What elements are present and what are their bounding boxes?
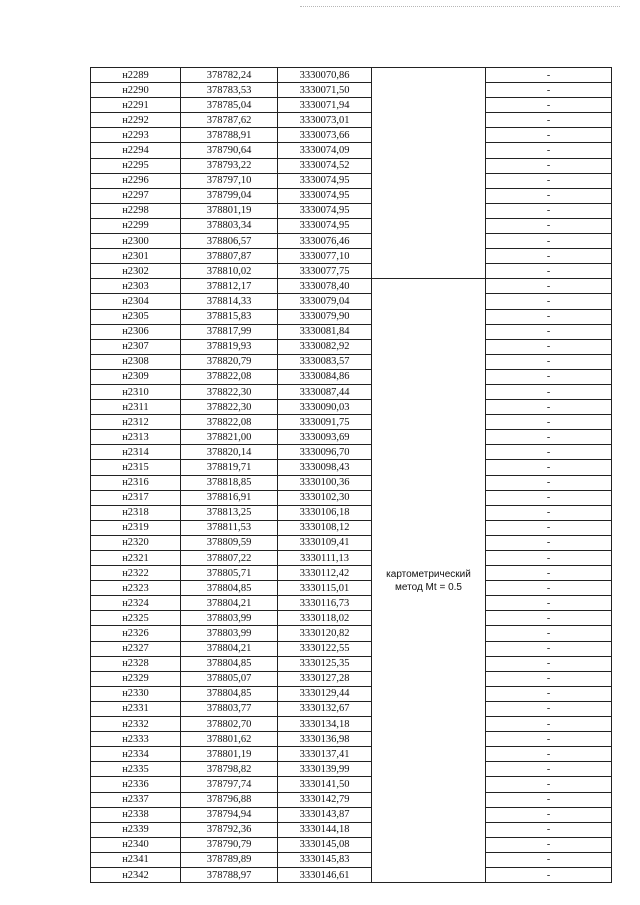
- point-id-cell: н2320: [91, 535, 181, 550]
- x-coordinate-cell: 378820,79: [181, 354, 278, 369]
- y-coordinate-cell: 3330074,52: [278, 158, 372, 173]
- table-row: [91, 867, 612, 882]
- note-cell: -: [486, 807, 612, 822]
- note-cell: -: [486, 505, 612, 520]
- y-coordinate-cell: 3330116,73: [278, 596, 372, 611]
- table-row: [91, 188, 612, 203]
- point-id-cell: н2309: [91, 369, 181, 384]
- point-id-cell: н2323: [91, 581, 181, 596]
- x-coordinate-cell: 378793,22: [181, 158, 278, 173]
- table-row: [91, 339, 612, 354]
- point-id-cell: н2294: [91, 143, 181, 158]
- y-coordinate-cell: 3330143,87: [278, 807, 372, 822]
- y-coordinate-cell: 3330074,95: [278, 173, 372, 188]
- y-coordinate-cell: 3330122,55: [278, 641, 372, 656]
- table-row: [91, 505, 612, 520]
- y-coordinate-cell: 3330100,36: [278, 475, 372, 490]
- x-coordinate-cell: 378804,21: [181, 596, 278, 611]
- note-cell: -: [486, 792, 612, 807]
- y-coordinate-cell: 3330073,01: [278, 113, 372, 128]
- y-coordinate-cell: 3330118,02: [278, 611, 372, 626]
- method-cell-first-block: [372, 68, 486, 279]
- x-coordinate-cell: 378790,64: [181, 143, 278, 158]
- point-id-cell: н2293: [91, 128, 181, 143]
- note-cell: -: [486, 113, 612, 128]
- note-cell: -: [486, 837, 612, 852]
- point-id-cell: н2297: [91, 188, 181, 203]
- point-id-cell: н2314: [91, 445, 181, 460]
- y-coordinate-cell: 3330074,95: [278, 218, 372, 233]
- x-coordinate-cell: 378794,94: [181, 807, 278, 822]
- point-id-cell: н2299: [91, 218, 181, 233]
- point-id-cell: н2315: [91, 460, 181, 475]
- y-coordinate-cell: 3330106,18: [278, 505, 372, 520]
- x-coordinate-cell: 378804,85: [181, 686, 278, 701]
- point-id-cell: н2334: [91, 747, 181, 762]
- y-coordinate-cell: 3330134,18: [278, 717, 372, 732]
- note-cell: -: [486, 309, 612, 324]
- table-row: [91, 234, 612, 249]
- table-row: [91, 128, 612, 143]
- x-coordinate-cell: 378792,36: [181, 822, 278, 837]
- x-coordinate-cell: 378818,85: [181, 475, 278, 490]
- point-id-cell: н2291: [91, 98, 181, 113]
- x-coordinate-cell: 378801,19: [181, 203, 278, 218]
- y-coordinate-cell: 3330082,92: [278, 339, 372, 354]
- note-cell: -: [486, 384, 612, 399]
- note-cell: -: [486, 490, 612, 505]
- coordinates-table-body: [91, 68, 612, 883]
- point-id-cell: н2303: [91, 279, 181, 294]
- note-cell: -: [486, 234, 612, 249]
- table-row: [91, 822, 612, 837]
- point-id-cell: н2306: [91, 324, 181, 339]
- table-row: [91, 83, 612, 98]
- y-coordinate-cell: 3330084,86: [278, 369, 372, 384]
- point-id-cell: н2327: [91, 641, 181, 656]
- point-id-cell: н2307: [91, 339, 181, 354]
- y-coordinate-cell: 3330074,95: [278, 188, 372, 203]
- point-id-cell: н2338: [91, 807, 181, 822]
- note-cell: -: [486, 701, 612, 716]
- x-coordinate-cell: 378801,19: [181, 747, 278, 762]
- table-row: [91, 415, 612, 430]
- x-coordinate-cell: 378803,99: [181, 626, 278, 641]
- y-coordinate-cell: 3330145,83: [278, 852, 372, 867]
- table-row: [91, 158, 612, 173]
- point-id-cell: н2340: [91, 837, 181, 852]
- x-coordinate-cell: 378807,22: [181, 551, 278, 566]
- note-cell: -: [486, 596, 612, 611]
- point-id-cell: н2312: [91, 415, 181, 430]
- note-cell: -: [486, 445, 612, 460]
- note-cell: -: [486, 762, 612, 777]
- table-row: [91, 626, 612, 641]
- x-coordinate-cell: 378815,83: [181, 309, 278, 324]
- table-row: [91, 852, 612, 867]
- table-row: [91, 490, 612, 505]
- x-coordinate-cell: 378807,87: [181, 249, 278, 264]
- y-coordinate-cell: 3330096,70: [278, 445, 372, 460]
- table-row: [91, 430, 612, 445]
- x-coordinate-cell: 378821,00: [181, 430, 278, 445]
- point-id-cell: н2290: [91, 83, 181, 98]
- note-cell: -: [486, 732, 612, 747]
- note-cell: -: [486, 98, 612, 113]
- y-coordinate-cell: 3330070,86: [278, 68, 372, 83]
- point-id-cell: н2317: [91, 490, 181, 505]
- y-coordinate-cell: 3330127,28: [278, 671, 372, 686]
- x-coordinate-cell: 378797,10: [181, 173, 278, 188]
- x-coordinate-cell: 378797,74: [181, 777, 278, 792]
- table-row: [91, 445, 612, 460]
- table-row: [91, 611, 612, 626]
- table-row: [91, 581, 612, 596]
- point-id-cell: н2313: [91, 430, 181, 445]
- note-cell: -: [486, 400, 612, 415]
- note-cell: -: [486, 475, 612, 490]
- table-row: [91, 68, 612, 83]
- x-coordinate-cell: 378822,30: [181, 400, 278, 415]
- point-id-cell: н2336: [91, 777, 181, 792]
- y-coordinate-cell: 3330132,67: [278, 701, 372, 716]
- note-cell: -: [486, 264, 612, 279]
- note-cell: -: [486, 203, 612, 218]
- point-id-cell: н2339: [91, 822, 181, 837]
- y-coordinate-cell: 3330098,43: [278, 460, 372, 475]
- note-cell: -: [486, 520, 612, 535]
- table-row: [91, 400, 612, 415]
- note-cell: -: [486, 430, 612, 445]
- x-coordinate-cell: 378806,57: [181, 234, 278, 249]
- x-coordinate-cell: 378785,04: [181, 98, 278, 113]
- note-cell: -: [486, 294, 612, 309]
- y-coordinate-cell: 3330120,82: [278, 626, 372, 641]
- y-coordinate-cell: 3330108,12: [278, 520, 372, 535]
- y-coordinate-cell: 3330078,40: [278, 279, 372, 294]
- note-cell: -: [486, 852, 612, 867]
- note-cell: -: [486, 566, 612, 581]
- note-cell: -: [486, 249, 612, 264]
- table-row: [91, 732, 612, 747]
- y-coordinate-cell: 3330145,08: [278, 837, 372, 852]
- note-cell: -: [486, 83, 612, 98]
- table-row: [91, 777, 612, 792]
- x-coordinate-cell: 378814,33: [181, 294, 278, 309]
- note-cell: -: [486, 128, 612, 143]
- y-coordinate-cell: 3330087,44: [278, 384, 372, 399]
- table-row: [91, 264, 612, 279]
- table-row: [91, 309, 612, 324]
- x-coordinate-cell: 378811,53: [181, 520, 278, 535]
- note-cell: -: [486, 143, 612, 158]
- table-row: [91, 551, 612, 566]
- point-id-cell: н2322: [91, 566, 181, 581]
- note-cell: -: [486, 339, 612, 354]
- point-id-cell: н2311: [91, 400, 181, 415]
- y-coordinate-cell: 3330076,46: [278, 234, 372, 249]
- point-id-cell: н2305: [91, 309, 181, 324]
- x-coordinate-cell: 378787,62: [181, 113, 278, 128]
- y-coordinate-cell: 3330079,90: [278, 309, 372, 324]
- x-coordinate-cell: 378798,82: [181, 762, 278, 777]
- point-id-cell: н2319: [91, 520, 181, 535]
- y-coordinate-cell: 3330112,42: [278, 566, 372, 581]
- table-row: [91, 747, 612, 762]
- y-coordinate-cell: 3330081,84: [278, 324, 372, 339]
- table-row: [91, 671, 612, 686]
- note-cell: -: [486, 279, 612, 294]
- note-cell: -: [486, 551, 612, 566]
- note-cell: -: [486, 626, 612, 641]
- x-coordinate-cell: 378813,25: [181, 505, 278, 520]
- x-coordinate-cell: 378788,97: [181, 867, 278, 882]
- table-row: [91, 535, 612, 550]
- note-cell: -: [486, 218, 612, 233]
- table-row: [91, 566, 612, 581]
- point-id-cell: н2292: [91, 113, 181, 128]
- y-coordinate-cell: 3330129,44: [278, 686, 372, 701]
- table-row: [91, 294, 612, 309]
- point-id-cell: н2329: [91, 671, 181, 686]
- note-cell: -: [486, 68, 612, 83]
- note-cell: -: [486, 581, 612, 596]
- x-coordinate-cell: 378783,53: [181, 83, 278, 98]
- table-row: [91, 641, 612, 656]
- x-coordinate-cell: 378803,77: [181, 701, 278, 716]
- x-coordinate-cell: 378802,70: [181, 717, 278, 732]
- table-row: [91, 249, 612, 264]
- point-id-cell: н2326: [91, 626, 181, 641]
- point-id-cell: н2341: [91, 852, 181, 867]
- point-id-cell: н2295: [91, 158, 181, 173]
- point-id-cell: н2342: [91, 867, 181, 882]
- x-coordinate-cell: 378804,21: [181, 641, 278, 656]
- table-row: [91, 113, 612, 128]
- x-coordinate-cell: 378782,24: [181, 68, 278, 83]
- note-cell: -: [486, 158, 612, 173]
- point-id-cell: н2316: [91, 475, 181, 490]
- x-coordinate-cell: 378816,91: [181, 490, 278, 505]
- coordinates-table: [90, 67, 612, 883]
- note-cell: -: [486, 535, 612, 550]
- point-id-cell: н2337: [91, 792, 181, 807]
- x-coordinate-cell: 378796,88: [181, 792, 278, 807]
- x-coordinate-cell: 378788,91: [181, 128, 278, 143]
- y-coordinate-cell: 3330077,75: [278, 264, 372, 279]
- y-coordinate-cell: 3330093,69: [278, 430, 372, 445]
- table-row: [91, 369, 612, 384]
- y-coordinate-cell: 3330109,41: [278, 535, 372, 550]
- y-coordinate-cell: 3330144,18: [278, 822, 372, 837]
- note-cell: -: [486, 867, 612, 882]
- x-coordinate-cell: 378810,02: [181, 264, 278, 279]
- point-id-cell: н2308: [91, 354, 181, 369]
- point-id-cell: н2301: [91, 249, 181, 264]
- x-coordinate-cell: 378819,93: [181, 339, 278, 354]
- y-coordinate-cell: 3330071,94: [278, 98, 372, 113]
- table-row: [91, 686, 612, 701]
- table-row: [91, 218, 612, 233]
- x-coordinate-cell: 378801,62: [181, 732, 278, 747]
- table-row: [91, 203, 612, 218]
- table-row: [91, 717, 612, 732]
- y-coordinate-cell: 3330091,75: [278, 415, 372, 430]
- point-id-cell: н2331: [91, 701, 181, 716]
- table-row: [91, 354, 612, 369]
- y-coordinate-cell: 3330079,04: [278, 294, 372, 309]
- table-row: [91, 98, 612, 113]
- note-cell: -: [486, 822, 612, 837]
- x-coordinate-cell: 378817,99: [181, 324, 278, 339]
- point-id-cell: н2335: [91, 762, 181, 777]
- note-cell: -: [486, 460, 612, 475]
- note-cell: -: [486, 686, 612, 701]
- x-coordinate-cell: 378819,71: [181, 460, 278, 475]
- x-coordinate-cell: 378789,89: [181, 852, 278, 867]
- point-id-cell: н2310: [91, 384, 181, 399]
- note-cell: -: [486, 777, 612, 792]
- x-coordinate-cell: 378822,08: [181, 369, 278, 384]
- method-line-2: метод Mt = 0.5: [395, 581, 462, 593]
- x-coordinate-cell: 378805,07: [181, 671, 278, 686]
- y-coordinate-cell: 3330125,35: [278, 656, 372, 671]
- note-cell: -: [486, 717, 612, 732]
- note-cell: -: [486, 324, 612, 339]
- note-cell: -: [486, 188, 612, 203]
- table-row: [91, 656, 612, 671]
- x-coordinate-cell: 378803,99: [181, 611, 278, 626]
- y-coordinate-cell: 3330074,95: [278, 203, 372, 218]
- y-coordinate-cell: 3330102,30: [278, 490, 372, 505]
- x-coordinate-cell: 378820,14: [181, 445, 278, 460]
- note-cell: -: [486, 656, 612, 671]
- table-row: [91, 596, 612, 611]
- point-id-cell: н2298: [91, 203, 181, 218]
- table-row: [91, 460, 612, 475]
- x-coordinate-cell: 378805,71: [181, 566, 278, 581]
- point-id-cell: н2325: [91, 611, 181, 626]
- y-coordinate-cell: 3330090,03: [278, 400, 372, 415]
- note-cell: -: [486, 641, 612, 656]
- x-coordinate-cell: 378812,17: [181, 279, 278, 294]
- y-coordinate-cell: 3330074,09: [278, 143, 372, 158]
- y-coordinate-cell: 3330071,50: [278, 83, 372, 98]
- point-id-cell: н2300: [91, 234, 181, 249]
- table-row: [91, 384, 612, 399]
- y-coordinate-cell: 3330136,98: [278, 732, 372, 747]
- y-coordinate-cell: 3330073,66: [278, 128, 372, 143]
- table-row: [91, 762, 612, 777]
- point-id-cell: н2321: [91, 551, 181, 566]
- point-id-cell: н2328: [91, 656, 181, 671]
- table-row: [91, 143, 612, 158]
- note-cell: -: [486, 354, 612, 369]
- y-coordinate-cell: 3330139,99: [278, 762, 372, 777]
- x-coordinate-cell: 378803,34: [181, 218, 278, 233]
- point-id-cell: н2332: [91, 717, 181, 732]
- y-coordinate-cell: 3330077,10: [278, 249, 372, 264]
- note-cell: -: [486, 369, 612, 384]
- x-coordinate-cell: 378804,85: [181, 581, 278, 596]
- method-line-1: картометрический: [386, 568, 471, 580]
- y-coordinate-cell: 3330115,01: [278, 581, 372, 596]
- table-row: [91, 520, 612, 535]
- y-coordinate-cell: 3330141,50: [278, 777, 372, 792]
- scan-artifact-line: [300, 6, 620, 9]
- table-row: [91, 279, 612, 294]
- table-row: [91, 701, 612, 716]
- point-id-cell: н2318: [91, 505, 181, 520]
- table-row: [91, 807, 612, 822]
- y-coordinate-cell: 3330083,57: [278, 354, 372, 369]
- note-cell: -: [486, 747, 612, 762]
- table-row: [91, 173, 612, 188]
- note-cell: -: [486, 173, 612, 188]
- point-id-cell: н2333: [91, 732, 181, 747]
- point-id-cell: н2302: [91, 264, 181, 279]
- x-coordinate-cell: 378790,79: [181, 837, 278, 852]
- point-id-cell: н2324: [91, 596, 181, 611]
- method-cell-second-block: [372, 279, 486, 883]
- note-cell: -: [486, 611, 612, 626]
- note-cell: -: [486, 415, 612, 430]
- point-id-cell: н2296: [91, 173, 181, 188]
- y-coordinate-cell: 3330146,61: [278, 867, 372, 882]
- y-coordinate-cell: 3330111,13: [278, 551, 372, 566]
- x-coordinate-cell: 378822,08: [181, 415, 278, 430]
- x-coordinate-cell: 378809,59: [181, 535, 278, 550]
- point-id-cell: н2330: [91, 686, 181, 701]
- x-coordinate-cell: 378822,30: [181, 384, 278, 399]
- point-id-cell: н2304: [91, 294, 181, 309]
- y-coordinate-cell: 3330137,41: [278, 747, 372, 762]
- x-coordinate-cell: 378799,04: [181, 188, 278, 203]
- point-id-cell: н2289: [91, 68, 181, 83]
- note-cell: -: [486, 671, 612, 686]
- table-row: [91, 475, 612, 490]
- table-row: [91, 324, 612, 339]
- y-coordinate-cell: 3330142,79: [278, 792, 372, 807]
- table-row: [91, 837, 612, 852]
- x-coordinate-cell: 378804,85: [181, 656, 278, 671]
- table-row: [91, 792, 612, 807]
